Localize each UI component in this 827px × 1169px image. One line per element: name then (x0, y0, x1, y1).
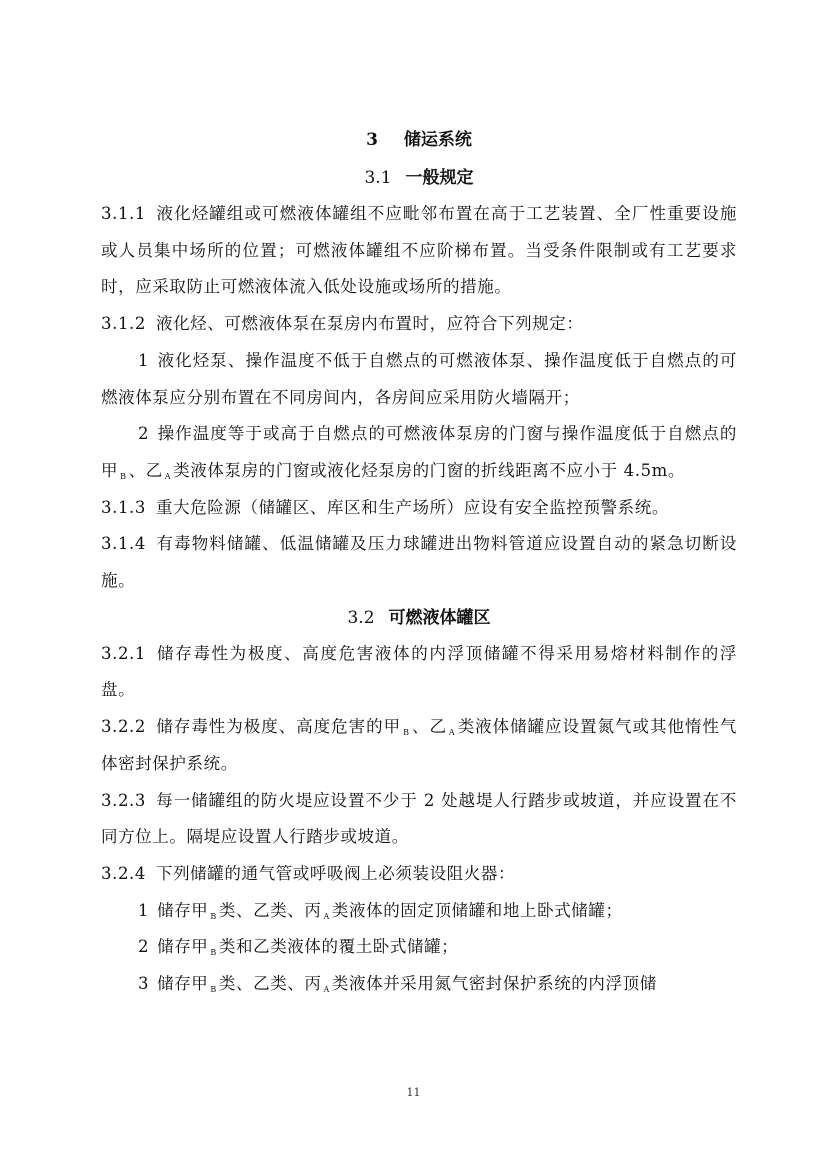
item-text: 液化烃泵、操作温度不低于自燃点的可燃液体泵、操作温度低于自燃点的可燃液体泵应分别布置在不同房间内，各房间应采用防火墙隔开； (101, 350, 737, 407)
clause-text: 储存毒性为极度、高度危害液体的内浮顶储罐不得采用易熔材料制作的浮盘。 (101, 643, 737, 700)
item-text: 储存甲 (157, 937, 209, 957)
clause-3-2-4-item-3 (101, 966, 737, 1003)
clause-text: 类液体储罐应设置氮气或其他惰性气体密封保护系统。 (101, 717, 737, 773)
subscript: A (448, 728, 456, 738)
clause-number: 3.2.2 (101, 717, 146, 737)
chapter-number: 3 (366, 130, 378, 150)
item-text: 操作温度等于或高于自燃点的可燃液体泵房的门窗与操作温度低于自燃点的甲 (101, 424, 737, 480)
clause-text: 液化烃罐组或可燃液体罐组不应毗邻布置在高于工艺装置、全厂性重要设施或人员集中场所的位置；可燃液体罐组不应阶梯布置。当受条件限制或有工艺要求时，应采取防止可燃液体流入低处设施或场所的措施。 (101, 204, 737, 297)
section-title: 可燃液体罐区 (388, 607, 491, 628)
subscript: A (164, 471, 172, 481)
clause-3-2-1 (101, 636, 737, 709)
clause-number: 3.1.2 (101, 314, 146, 334)
section-number: 3.1 (364, 168, 392, 188)
clause-3-2-3 (101, 783, 737, 856)
clause-text: 每一储罐组的防火堤应设置不少于 2 处越堤人行踏步或坡道，并应设置在不同方位上。隔堤应设置人行踏步或坡道。 (101, 790, 737, 847)
page-number: 11 (406, 1086, 421, 1099)
chapter-title: 储运系统 (403, 130, 472, 150)
item-text: 类、乙类、丙 (218, 900, 322, 920)
clause-text: 、乙 (411, 717, 447, 737)
subscript: B (120, 471, 127, 481)
chapter-heading (101, 120, 737, 160)
subscript: B (210, 948, 217, 958)
page-content (101, 120, 737, 1003)
clause-number: 3.1.4 (101, 534, 146, 554)
subscript: B (210, 911, 217, 921)
item-text: 类液体泵房的门窗或液化烃泵房的门窗的折线距离不应小于 4.5m。 (173, 460, 686, 480)
item-number: 1 (138, 350, 150, 370)
subscript: A (323, 911, 330, 921)
section-title: 一般规定 (405, 168, 474, 188)
item-text: 、乙 (128, 460, 163, 480)
clause-3-1-1 (101, 196, 737, 306)
subscript: B (210, 985, 217, 995)
clause-number: 3.2.1 (101, 643, 146, 663)
item-text: 类液体并采用氮气密封保护系统的内浮顶储 (331, 974, 657, 994)
clause-3-2-2 (101, 709, 737, 782)
item-number: 2 (138, 937, 150, 957)
clause-text: 液化烃、可燃液体泵在泵房内布置时，应符合下列规定： (155, 314, 584, 334)
clause-3-2-4-item-2 (101, 929, 737, 966)
section-heading-3-1 (101, 160, 737, 196)
clause-3-1-3 (101, 490, 737, 527)
item-text: 类、乙类、丙 (218, 974, 322, 994)
section-number: 3.2 (347, 607, 375, 628)
item-text: 储存甲 (157, 900, 209, 920)
clause-3-1-4 (101, 526, 737, 599)
clause-text: 重大危险源（储罐区、库区和生产场所）应设有安全监控预警系统。 (155, 497, 669, 517)
item-text: 类液体的固定顶储罐和地上卧式储罐； (331, 900, 623, 920)
subscript: A (323, 985, 330, 995)
item-number: 2 (138, 424, 150, 444)
item-number: 1 (138, 900, 150, 920)
subscript: B (403, 728, 410, 738)
section-heading-3-2 (101, 600, 737, 636)
clause-number: 3.1.1 (101, 204, 146, 223)
clause-number: 3.2.3 (101, 790, 146, 810)
clause-3-1-2-item-2 (101, 416, 737, 489)
item-text: 类和乙类液体的覆土卧式储罐； (218, 937, 459, 957)
item-number: 3 (138, 974, 150, 994)
item-text: 储存甲 (157, 974, 209, 994)
clause-3-2-4 (101, 856, 737, 893)
clause-text: 有毒物料储罐、低温储罐及压力球罐进出物料管道应设置自动的紧急切断设施。 (101, 534, 737, 591)
clause-text: 储存毒性为极度、高度危害的甲 (155, 717, 402, 737)
clause-3-1-2 (101, 306, 737, 343)
clause-number: 3.1.3 (101, 497, 146, 517)
clause-3-2-4-item-1 (101, 893, 737, 930)
clause-3-1-2-item-1 (101, 343, 737, 416)
clause-number: 3.2.4 (101, 863, 146, 883)
clause-text: 下列储罐的通气管或呼吸阀上必须装设阻火器： (155, 863, 516, 883)
